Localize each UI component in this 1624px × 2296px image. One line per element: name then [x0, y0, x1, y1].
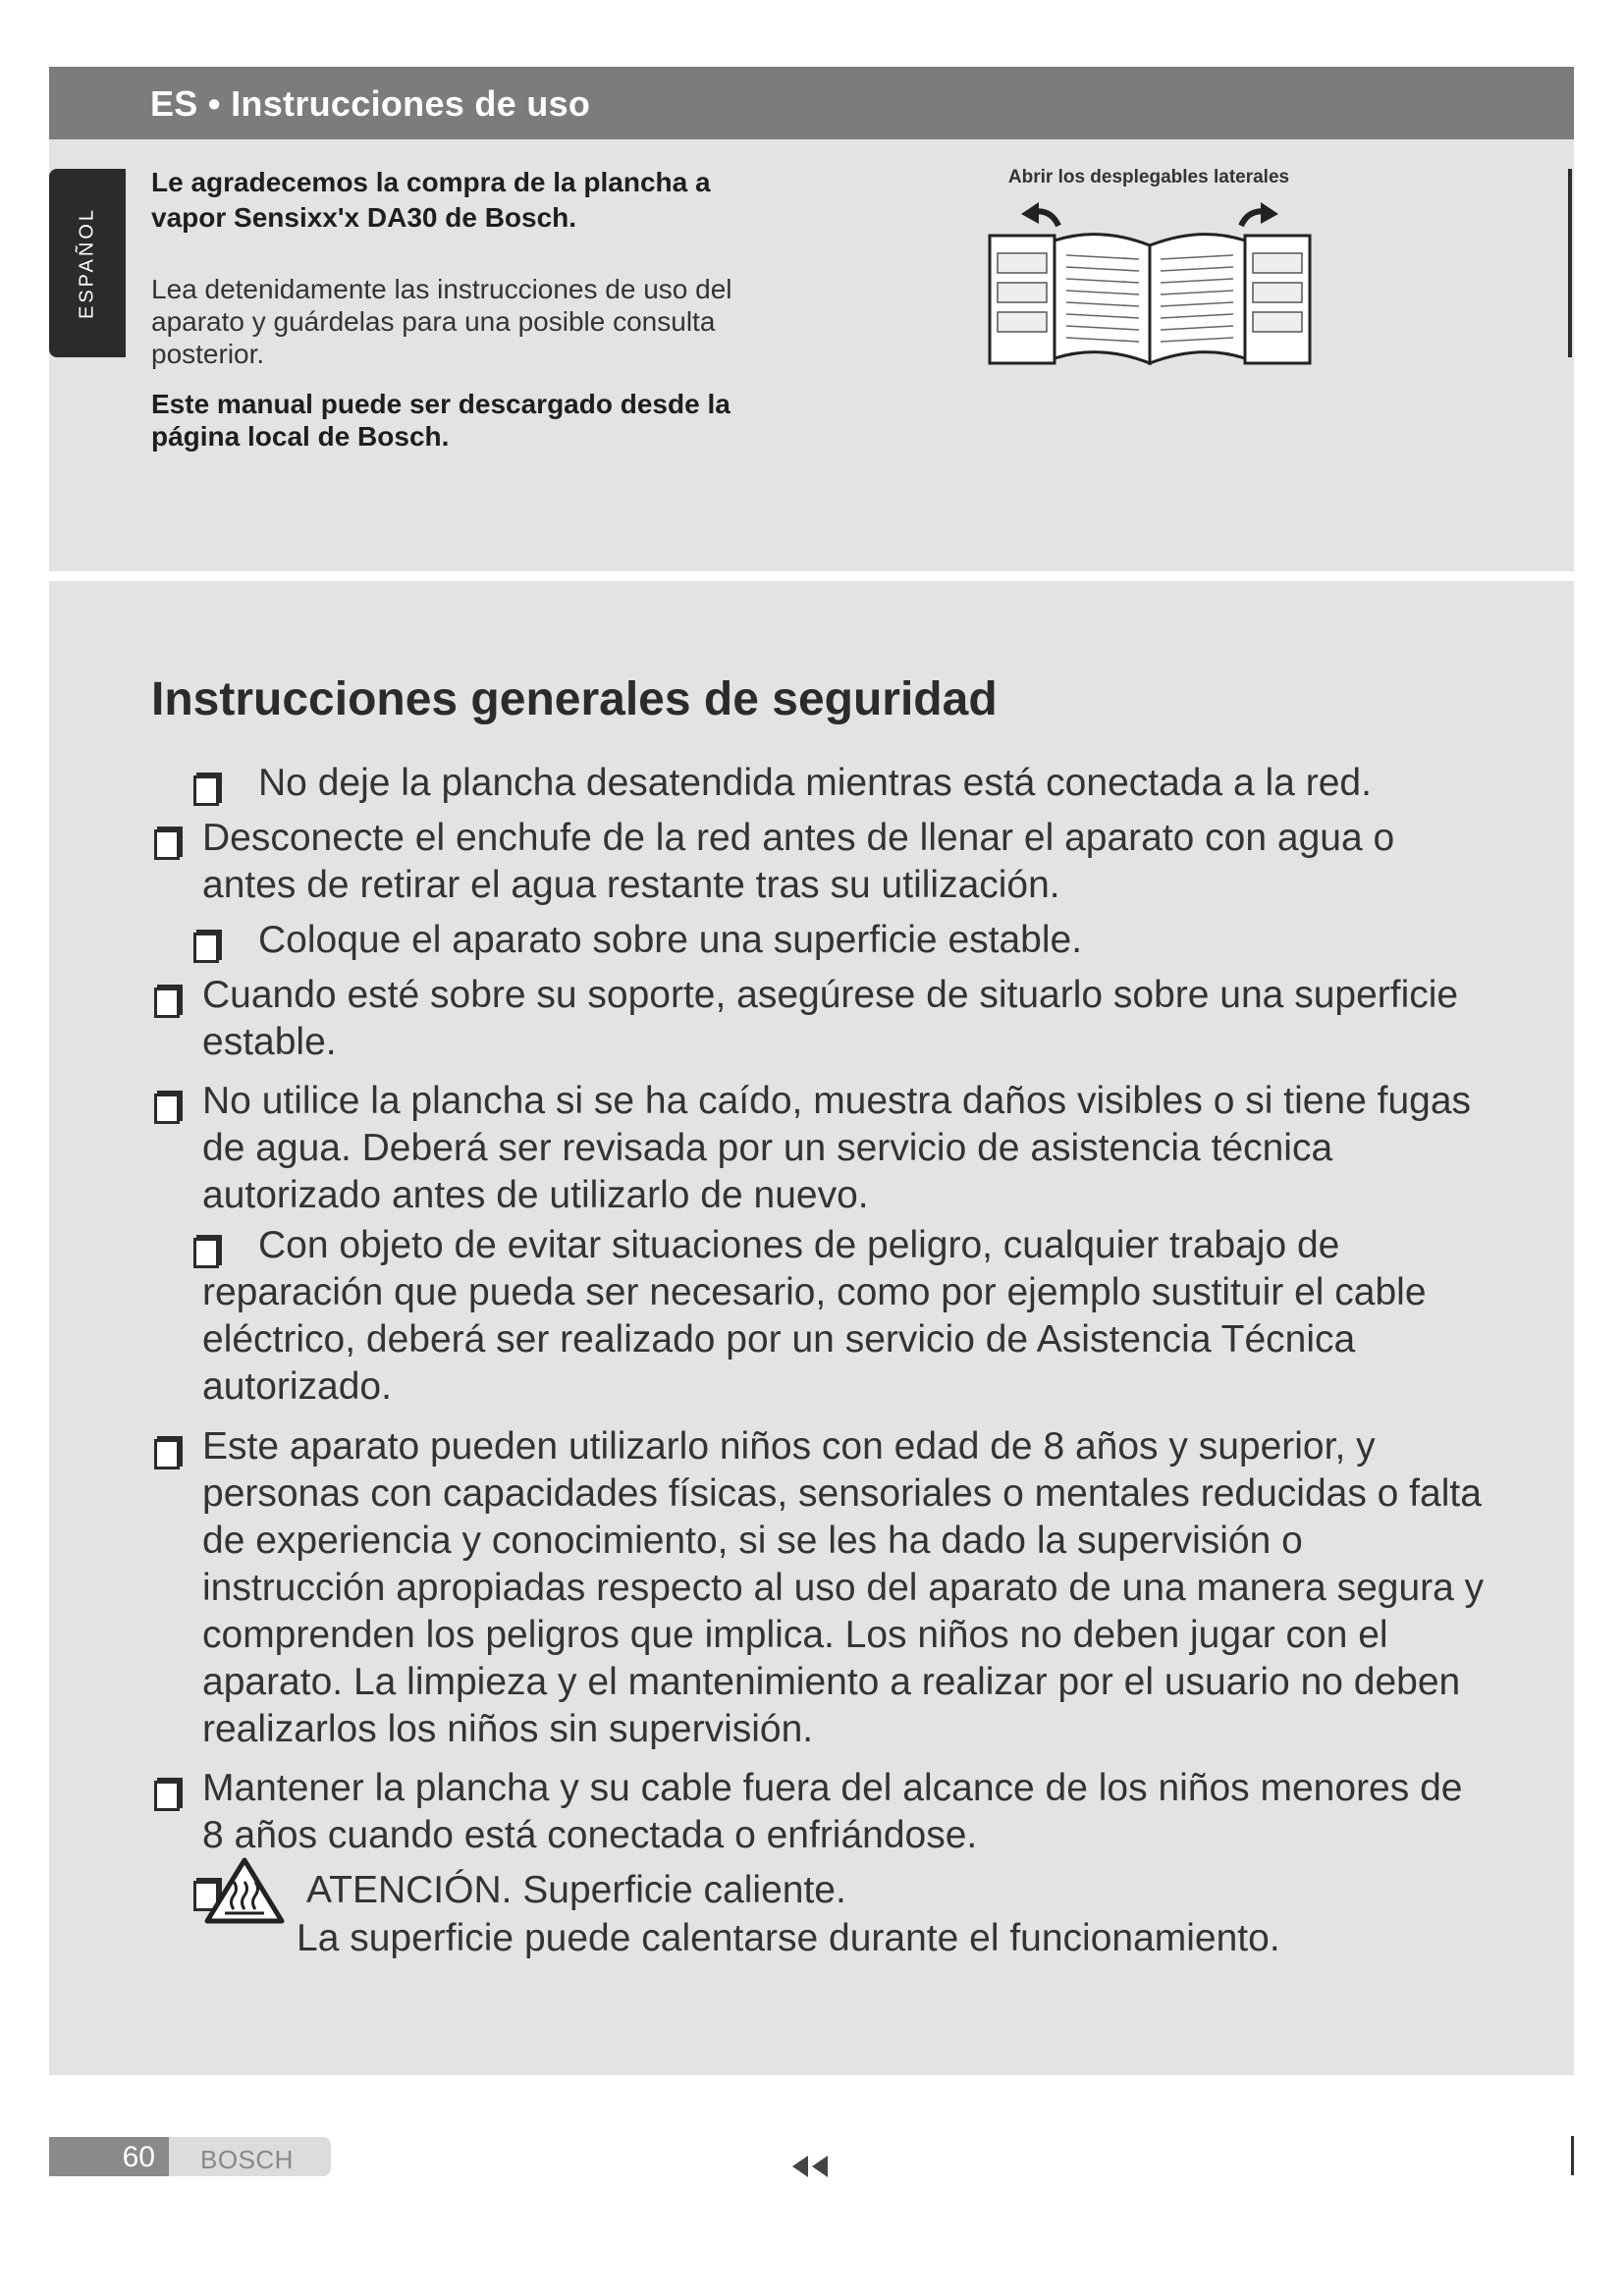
bullet-checkbox — [154, 1781, 180, 1811]
list-item: Mantener la plancha y su cable fuera del alcance de los niños menores de 8 años cuando está conectada o enfriándose. — [202, 1767, 1463, 1856]
list-item: Con objeto de evitar situaciones de peligro, cualquier trabajo de reparación que pueda ser necesario, como por ejemplo sustituir el cable eléctrico, deberá ser realizado por un servicio de Asistencia Técnica autorizado. — [202, 1224, 1427, 1408]
header-bar — [49, 67, 1574, 139]
warning-text: La superficie puede calentarse durante el funcionamiento. — [297, 1917, 1280, 1959]
margin-rule — [1568, 169, 1572, 357]
intro-text — [151, 165, 789, 453]
page-number-tab — [49, 2137, 169, 2176]
safety-title: Instrucciones generales de seguridad — [151, 673, 998, 725]
bullet-checkbox — [154, 1094, 180, 1124]
previous-page-icon[interactable] — [788, 2154, 832, 2179]
page-number: 60 — [122, 2141, 155, 2173]
bullet-checkbox — [193, 933, 219, 963]
intro-heading: Le agradecemos la compra de la plancha a vapor Sensixx'x DA30 de Bosch. — [151, 167, 711, 233]
warning-title: ATENCIÓN. Superficie caliente. — [306, 1869, 846, 1911]
bullet-checkbox — [154, 829, 180, 860]
header-title: ES • Instrucciones de uso — [150, 83, 591, 124]
intro-body: Lea detenidamente las instrucciones de uso del aparato y guárdelas para una posible consulta posterior. — [151, 274, 732, 369]
bullet-checkbox — [193, 775, 219, 806]
language-tab-label: ESPAÑOL — [76, 207, 98, 319]
list-item: No utilice la plancha si se ha caído, muestra daños visibles o si tiene fugas de agua. Deberá ser revisada por un servicio de asistencia técnica autorizado antes de utilizarlo de nuevo. — [202, 1080, 1472, 1216]
list-item: Desconecte el enchufe de la red antes de llenar el aparato con agua o antes de retirar el agua restante tras su utilización. — [202, 817, 1395, 906]
fold-out-label: Abrir los desplegables laterales — [1007, 167, 1290, 187]
language-tab — [49, 169, 126, 357]
list-item: No deje la plancha desatendida mientras está conectada a la red. — [258, 762, 1372, 804]
list-item: Cuando esté sobre su soporte, asegúrese de situarlo sobre una superficie estable. — [202, 974, 1459, 1063]
open-manual-icon — [982, 196, 1321, 373]
brand-label: BOSCH — [200, 2145, 294, 2174]
brand-tab — [169, 2137, 331, 2176]
intro-download-note: Este manual puede ser descargado desde la página local de Bosch. — [151, 389, 731, 452]
hot-surface-warning-icon — [203, 1856, 286, 1925]
list-item: Coloque el aparato sobre una superficie estable. — [258, 919, 1083, 961]
margin-rule — [1571, 2136, 1574, 2175]
bullet-checkbox — [154, 988, 180, 1018]
bullet-checkbox — [154, 1439, 180, 1469]
list-item: Este aparato pueden utilizarlo niños con edad de 8 años y superior, y personas con capacidades físicas, sensoriales o mentales reducidas o falta de experiencia y conocimiento, si se les ha dado la supervisión o instrucción apropiadas respecto al uso del aparato de una manera segura y comprenden los peligros que implica. Los niños no deben jugar con el aparato. La limpieza y el mantenimiento a realizar por el usuario no deben realizarlos los niños sin supervisión. — [202, 1425, 1485, 1750]
